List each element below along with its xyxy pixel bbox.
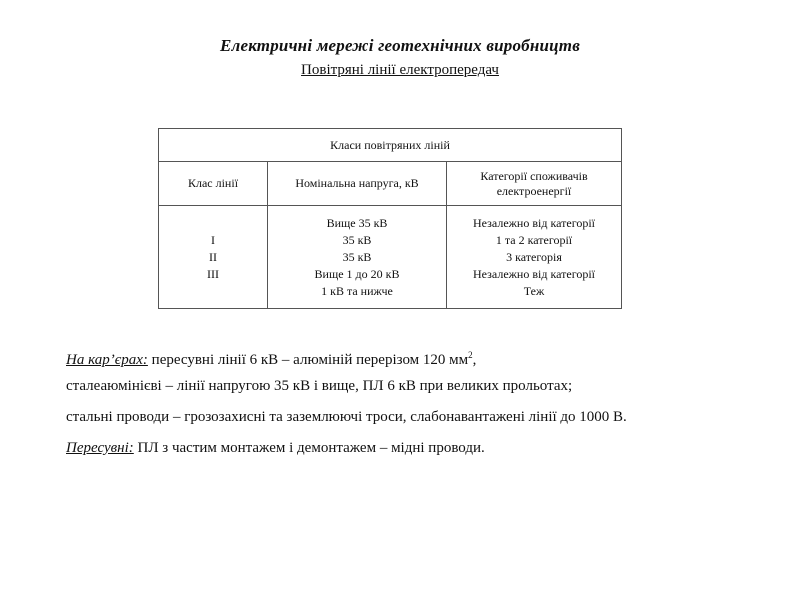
line-classes-table (158, 128, 622, 309)
category-value: Незалежно від категорії (473, 215, 595, 230)
class-value: II (209, 249, 217, 264)
body-text (66, 343, 766, 467)
category-value: Теж (523, 283, 545, 298)
quarry-lead: На кар’єрах: (66, 352, 148, 368)
voltage-value: 1 кВ та нижче (321, 283, 393, 298)
header-class: Клас лінії (159, 162, 268, 206)
header-voltage: Номінальна напруга, кВ (268, 162, 447, 206)
superscript: 2 (468, 350, 473, 360)
mobile-lead: Пересувні: (66, 440, 134, 456)
body-line-text: пересувні лінії 6 кВ – алюміній перерізом 120 мм (147, 352, 469, 368)
class-value: III (207, 266, 219, 281)
body-line (66, 343, 766, 374)
voltage-value: Вище 35 кВ (326, 215, 388, 230)
classes-cell (159, 206, 268, 309)
voltage-value: 35 кВ (342, 232, 372, 247)
category-value: Незалежно від категорії (473, 266, 595, 281)
body-line: стальні проводи – грозозахисні та заземлюючі троси, слабонавантажені лінії до 1000 В. (66, 409, 627, 425)
category-value: 3 категорія (506, 249, 562, 264)
categories-cell (447, 206, 622, 309)
body-line-text: ПЛ з частим монтажем і демонтажем – мідні проводи. (133, 440, 485, 456)
voltage-value: 35 кВ (342, 249, 372, 264)
body-line (66, 436, 766, 467)
page-title: Електричні мережі геотехнічних виробництв (219, 36, 581, 55)
voltage-value: Вище 1 до 20 кВ (314, 266, 400, 281)
page-subtitle: Повітряні лінії електропередач (301, 62, 499, 78)
voltages-cell (268, 206, 447, 309)
category-value: 1 та 2 категорії (495, 232, 573, 247)
body-line: сталеаюмінієві – лінії напругою 35 кВ і вище, ПЛ 6 кВ при великих прольотах; (66, 378, 573, 394)
table-caption: Класи повітряних ліній (159, 129, 622, 162)
class-value: I (211, 232, 215, 247)
header-category: Категорії споживачів електроенергії (447, 162, 622, 206)
body-line-end: , (472, 352, 477, 368)
